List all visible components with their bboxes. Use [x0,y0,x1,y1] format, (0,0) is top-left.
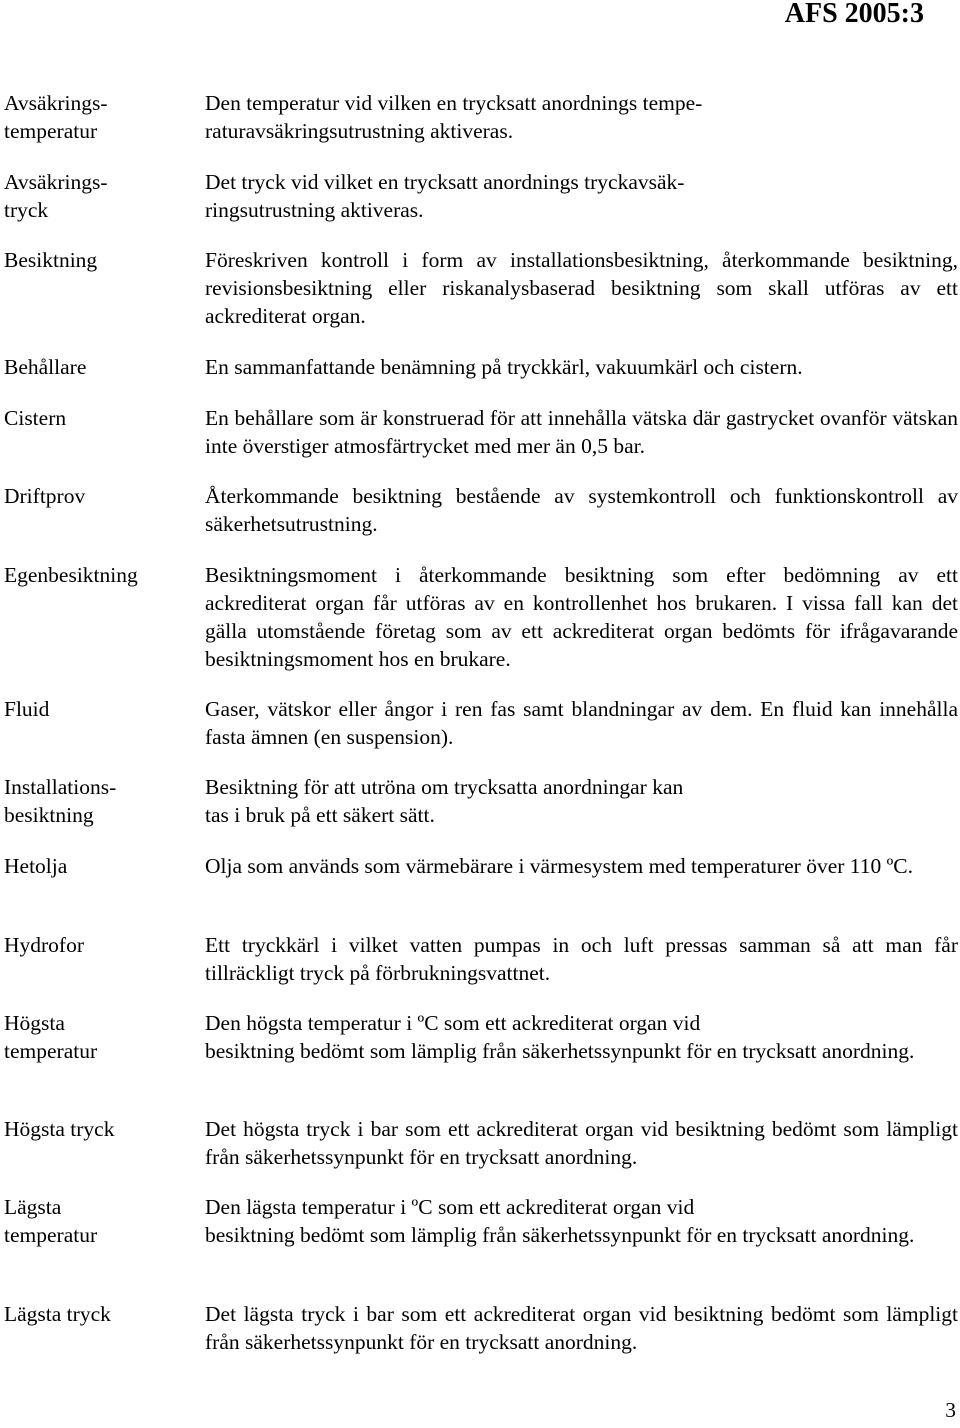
term-hetolja: Hetolja [4,854,68,878]
document-id: AFS 2005:3 [784,0,924,29]
term-hogsta-tryck: Högsta tryck [4,1117,115,1141]
definition-avsakringstemperatur: Den temperatur vid vilken en trycksatt anordnings tempe- raturavsäkringsutrustning aktiveras. [205,91,703,143]
definition-fluid: Gaser, vätskor eller ångor i ren fas samt blandningar av dem. En fluid kan innehålla fasta ämnen (en suspension). [205,697,958,749]
definition-hetolja: Olja som används som värmebärare i värmesystem med temperaturer över 110 ºC. [205,854,913,878]
term-cistern: Cistern [4,406,67,430]
definition-driftprov: Återkommande besiktning bestående av systemkontroll och funktionskontroll av säkerhetsutrustning. [205,484,958,536]
definition-cistern: En behållare som är konstruerad för att innehålla vätska där gastrycket ovanför vätskan inte överstiger atmosfärtrycket med mer än 0,5 bar. [205,406,958,458]
definition-installationsbesiktning: Besiktning för att utröna om trycksatta anordningar kan tas i bruk på ett säkert sätt. [205,775,684,827]
definition-lagsta-tryck: Det lägsta tryck i bar som ett ackrediterat organ vid besiktning bedömt som lämpligt från säkerhetssynpunkt för en trycksatt anordning. [205,1302,958,1354]
term-lagsta-tryck: Lägsta tryck [4,1302,111,1326]
definition-hogsta-tryck: Det högsta tryck i bar som ett ackrediterat organ vid besiktning bedömt som lämpligt från säkerhetssynpunkt för en trycksatt anordning. [205,1117,958,1169]
definition-avsakringstryck: Det tryck vid vilket en trycksatt anordnings tryckavsäk- ringsutrustning aktiveras. [205,170,685,222]
definition-besiktning: Föreskriven kontroll i form av installationsbesiktning, återkommande besiktning, revisionsbesiktning eller riskanalysbaserad besiktning som skall utföras av ett ackrediterat organ. [205,248,958,328]
term-besiktning: Besiktning [4,248,98,272]
term-fluid: Fluid [4,697,50,721]
term-behallare: Behållare [4,355,87,379]
definition-hogsta-temperatur: Den högsta temperatur i ºC som ett ackrediterat organ vid besiktning bedömt som lämplig från säkerhetssynpunkt för en trycksatt anordning. [205,1011,915,1063]
term-lagsta-temperatur: Lägsta temperatur [4,1195,98,1247]
definition-egenbesiktning: Besiktningsmoment i återkommande besiktning som efter bedömning av ett ackrediterat organ får utföras av en kontrollenhet hos brukaren. I vissa fall kan det gälla utomstående företag som av ett ackrediterat organ bedömts för ifrågavarande besiktningsmoment hos en brukare. [205,563,958,671]
term-avsakringstemperatur: Avsäkrings- temperatur [4,91,108,143]
definition-hydrofor: Ett tryckkärl i vilket vatten pumpas in och luft pressas samman så att man får tillräckligt tryck på förbrukningsvattnet. [205,933,958,985]
definition-behallare: En sammanfattande benämning på tryckkärl, vakuumkärl och cistern. [205,355,803,379]
definition-lagsta-temperatur: Den lägsta temperatur i ºC som ett ackrediterat organ vid besiktning bedömt som lämplig från säkerhetssynpunkt för en trycksatt anordning. [205,1195,915,1247]
term-installationsbesiktning: Installations- besiktning [4,775,117,827]
page-number: 3 [945,1398,956,1422]
term-egenbesiktning: Egenbesiktning [4,563,138,587]
term-hogsta-temperatur: Högsta temperatur [4,1011,98,1063]
term-hydrofor: Hydrofor [4,933,85,957]
term-driftprov: Driftprov [4,484,86,508]
term-avsakringstryck: Avsäkrings- tryck [4,170,108,222]
